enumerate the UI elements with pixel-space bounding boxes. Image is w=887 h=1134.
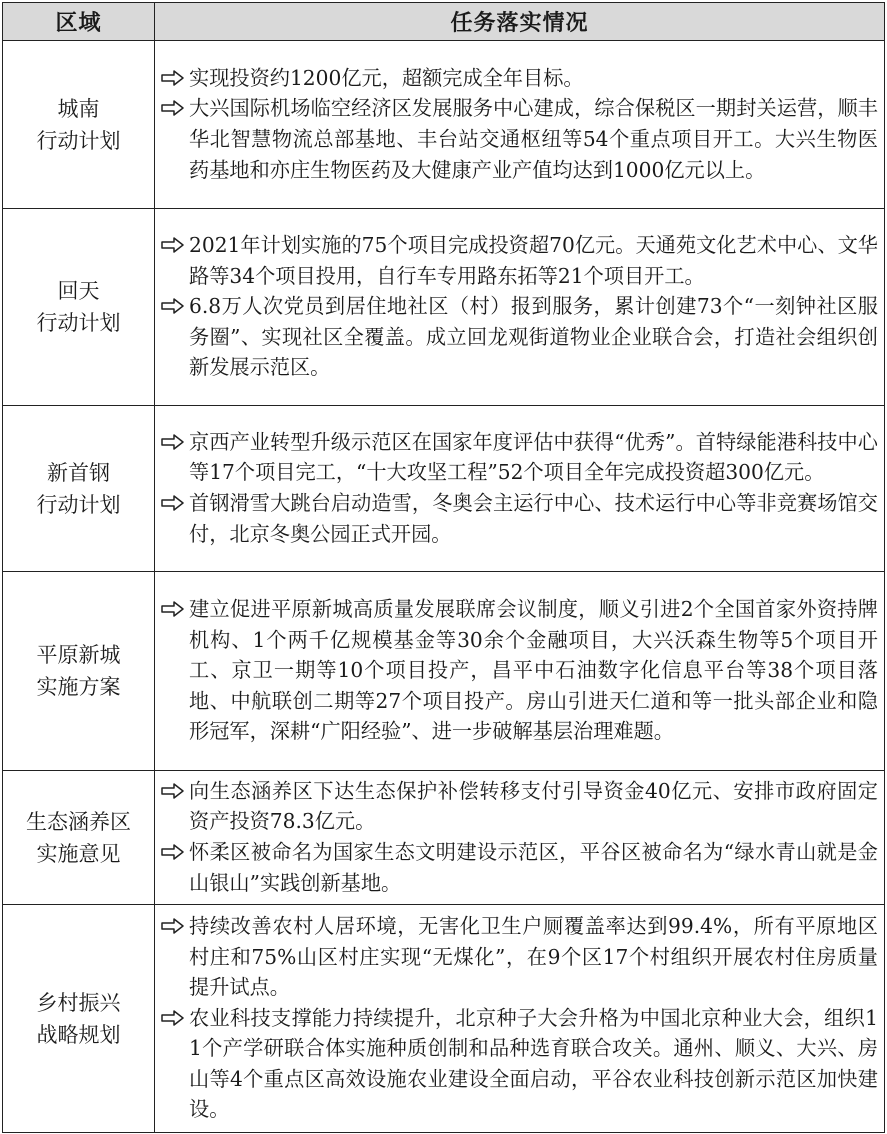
item-text: 向生态涵养区下达生态保护补偿转移支付引导资金40亿元、安排市政府固定资产投资78.3亿元。 xyxy=(189,778,878,834)
region-plan: 实施方案 xyxy=(36,675,121,699)
list-item xyxy=(161,291,878,383)
header-task-status: 任务落实情况 xyxy=(155,3,885,41)
region-plan: 战略规划 xyxy=(36,1022,121,1047)
outline-right-arrow-icon xyxy=(161,494,185,512)
list-item xyxy=(161,488,878,549)
table-row xyxy=(3,406,885,572)
outline-right-arrow-icon xyxy=(161,433,185,451)
region-name: 新首钢 xyxy=(47,460,110,485)
list-item xyxy=(161,837,878,898)
region-plan: 行动计划 xyxy=(36,311,121,335)
item-text: 农业科技支撑能力持续提升，北京种子大会升格为中国北京种业大会，组织11个产学研联合体实施种质创制和品种选育联合攻关。通州、顺义、大兴、房山等4个重点区高效设施农业建设全面启动，平谷农业科技创新示范区加快建设。 xyxy=(189,1005,878,1122)
list-item xyxy=(161,911,878,1003)
content-cell xyxy=(155,905,885,1133)
region-cell xyxy=(3,771,155,905)
list-item xyxy=(161,93,878,185)
outline-right-arrow-icon xyxy=(161,69,185,87)
list-item xyxy=(161,427,878,488)
item-text: 6.8万人次党员到居住地社区（村）报到服务，累计创建73个“一刻钟社区服务圈”、实现社区全覆盖。成立回龙观街道物业企业联合会，打造社会组织创新发展示范区。 xyxy=(189,294,878,380)
table-row xyxy=(3,209,885,406)
region-plan: 实施意见 xyxy=(36,841,121,866)
region-cell xyxy=(3,209,155,406)
region-cell xyxy=(3,572,155,771)
region-cell xyxy=(3,41,155,209)
outline-right-arrow-icon xyxy=(161,99,185,117)
task-table xyxy=(2,2,885,1133)
region-name: 城南 xyxy=(57,96,100,121)
item-text: 大兴国际机场临空经济区发展服务中心建成，综合保税区一期封关运营，顺丰华北智慧物流总部基地、丰台站交通枢纽等54个重点项目开工。大兴生物医药基地和亦庄生物医药及大健康产业产值均达到1000亿元以上。 xyxy=(189,96,878,182)
content-cell xyxy=(155,572,885,771)
outline-right-arrow-icon xyxy=(161,236,185,254)
content-cell xyxy=(155,41,885,209)
outline-right-arrow-icon xyxy=(161,600,185,618)
region-plan: 行动计划 xyxy=(36,128,121,153)
item-text: 实现投资约1200亿元，超额完成全年目标。 xyxy=(189,65,584,90)
list-item xyxy=(161,230,878,291)
region-name: 乡村振兴 xyxy=(36,990,121,1015)
content-cell xyxy=(155,771,885,905)
item-text: 建立促进平原新城高质量发展联席会议制度，顺义引进2个全国首家外资持牌机构、1个两千亿规模基金等30余个金融项目，大兴沃森生物等5个项目开工、京卫一期等10个项目投产，昌平中石油数字化信息平台等38个项目落地、中航联创二期等27个项目投产。房山引进天仁道和等一批头部企业和隐形冠军，深耕“广阳经验”、进一步破解基层治理难题。 xyxy=(189,597,878,744)
list-item xyxy=(161,776,878,837)
region-cell xyxy=(3,905,155,1133)
list-item xyxy=(161,594,878,747)
outline-right-arrow-icon xyxy=(161,843,185,861)
region-plan: 行动计划 xyxy=(36,492,121,517)
item-text: 京西产业转型升级示范区在国家年度评估中获得“优秀”。首特绿能港科技中心等17个项目完工，“十大攻坚工程”52个项目全年完成投资超300亿元。 xyxy=(189,429,878,485)
list-item xyxy=(161,1003,878,1125)
outline-right-arrow-icon xyxy=(161,917,185,935)
region-name: 回天 xyxy=(57,279,100,303)
region-name: 平原新城 xyxy=(36,643,121,667)
list-item xyxy=(161,63,878,94)
table-row xyxy=(3,572,885,771)
table-row xyxy=(3,771,885,905)
content-cell xyxy=(155,406,885,572)
outline-right-arrow-icon xyxy=(161,297,185,315)
item-text: 持续改善农村人居环境，无害化卫生户厕覆盖率达到99.4%，所有平原地区村庄和75%山区村庄实现“无煤化”，在9个区17个村组织开展农村住房质量提升试点。 xyxy=(189,913,878,1000)
item-text: 2021年计划实施的75个项目完成投资超70亿元。天通苑文化艺术中心、文华路等34个项目投用，自行车专用路东拓等21个项目开工。 xyxy=(189,233,878,288)
region-name: 生态涵养区 xyxy=(26,809,131,834)
item-text: 首钢滑雪大跳台启动造雪，冬奥会主运行中心、技术运行中心等非竞赛场馆交付，北京冬奥公园正式开园。 xyxy=(189,491,878,546)
table-row xyxy=(3,905,885,1133)
table-header-row xyxy=(3,3,885,41)
table-row xyxy=(3,41,885,209)
outline-right-arrow-icon xyxy=(161,782,185,800)
outline-right-arrow-icon xyxy=(161,1009,185,1027)
region-cell xyxy=(3,406,155,572)
header-region: 区域 xyxy=(3,3,155,41)
content-cell xyxy=(155,209,885,406)
item-text: 怀柔区被命名为国家生态文明建设示范区，平谷区被命名为“绿水青山就是金山银山”实践创新基地。 xyxy=(189,840,878,895)
